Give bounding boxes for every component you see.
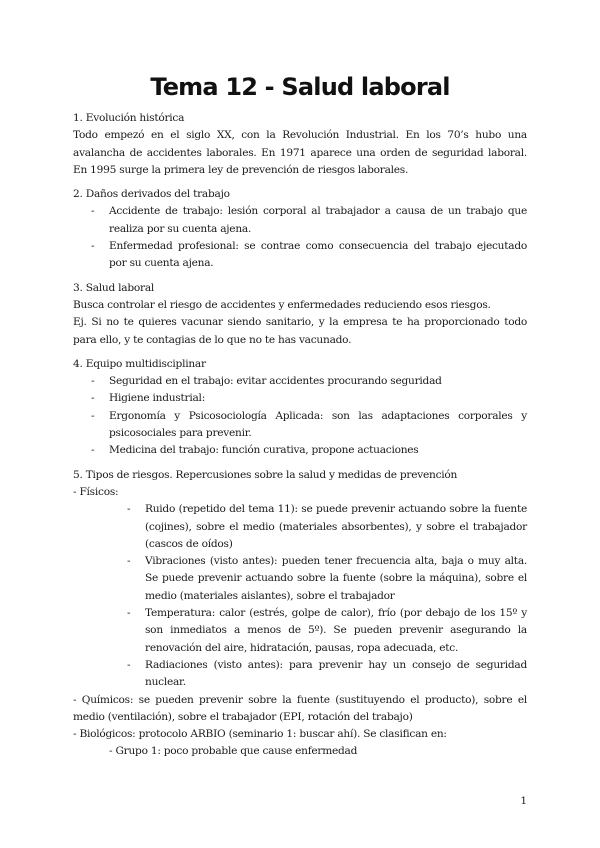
list-item-text: Higiene industrial: bbox=[109, 392, 206, 405]
list-item-text: Medicina del trabajo: función curativa, propone actuaciones bbox=[109, 444, 419, 457]
list-item-text: Accidente de trabajo: lesión corporal al trabajador a causa de un trabajo que realiza por su cuenta ajena. bbox=[109, 205, 527, 235]
list-item-text: Vibraciones (visto antes): pueden tener frecuencia alta, baja o muy alta. Se puede prevenir actuando sobre la fuente (sobre la máquina), sobre el medio (materiales aislantes), sobre el trabajador bbox=[145, 555, 527, 602]
list-item bbox=[73, 238, 527, 273]
list-item bbox=[73, 408, 527, 443]
list-item bbox=[73, 390, 527, 407]
section-3-heading: 3. Salud laboral bbox=[73, 281, 155, 294]
list-item-text: Enfermedad profesional: se contrae como consecuencia del trabajo ejecutado por su cuenta ajena. bbox=[109, 240, 527, 270]
document-body bbox=[73, 110, 527, 761]
list-item bbox=[73, 203, 527, 238]
bullet-dash: - bbox=[127, 658, 131, 671]
section-1-heading: 1. Evolución histórica bbox=[73, 112, 185, 124]
biologicos-text: - Biológicos: protocolo ARBIO (seminario 1: buscar ahí). Se clasifican en: bbox=[73, 728, 447, 741]
page-number: 1 bbox=[520, 795, 527, 807]
section-3-text: Busca controlar el riesgo de accidentes y enfermedades reduciendo esos riesgos. bbox=[73, 298, 491, 311]
section-1-text: Todo empezó en el siglo XX, con la Revolución Industrial. En los 70’s hubo una avalancha de accidentes laborales. En 1971 aparece una orden de seguridad laboral. En 1995 surge la primera ley de prevención de riesgos laborales. bbox=[73, 129, 527, 176]
bullet-dash: - bbox=[127, 555, 131, 568]
list-item bbox=[73, 373, 527, 390]
section-2-heading: 2. Daños derivados del trabajo bbox=[73, 188, 230, 201]
list-item bbox=[73, 605, 527, 657]
list-item bbox=[73, 501, 527, 553]
list-item-text: Temperatura: calor (estrés, golpe de calor), frío (por debajo de los 15º y son inmediatos a menos de 5º). Se pueden prevenir asegurando la renovación del aire, hidratación, pausas, ropa adecuada, etc. bbox=[145, 607, 527, 654]
list-item bbox=[73, 442, 527, 459]
section-3-example: Ej. Si no te quieres vacunar siendo sanitario, y la empresa te ha proporcionado todo para ello, y te contagias de lo que no te has vacunado. bbox=[73, 316, 527, 346]
list-item bbox=[73, 657, 527, 692]
list-item-text: Radiaciones (visto antes): para prevenir hay un consejo de seguridad nuclear. bbox=[145, 658, 527, 689]
list-item bbox=[73, 553, 527, 605]
page-title: Tema 12 - Salud laboral bbox=[150, 73, 450, 101]
bullet-dash: - bbox=[91, 205, 95, 218]
bullet-dash: - bbox=[91, 375, 95, 388]
bullet-dash: - bbox=[91, 240, 95, 253]
section-4-heading: 4. Equipo multidisciplinar bbox=[73, 357, 206, 370]
section-5-heading: 5. Tipos de riesgos. Repercusiones sobre la salud y medidas de prevención bbox=[73, 468, 458, 481]
list-item-text: Ruido (repetido del tema 11): se puede prevenir actuando sobre la fuente (cojines), sobre el medio (materiales absorbentes), y sobre el trabajador (cascos de oídos) bbox=[145, 503, 527, 550]
bullet-dash: - bbox=[91, 392, 95, 405]
bullet-dash: - bbox=[127, 503, 131, 516]
quimicos-text: - Químicos: se pueden prevenir sobre la fuente (sustituyendo el producto), sobre el medio (ventilación), sobre el trabajador (EPI, rotación del trabajo) bbox=[73, 693, 527, 723]
bullet-dash: - bbox=[127, 607, 131, 620]
grupo-1-text: - Grupo 1: poco probable que cause enfermedad bbox=[109, 745, 358, 758]
bullet-dash: - bbox=[91, 409, 95, 422]
list-item-text: Seguridad en el trabajo: evitar accidentes procurando seguridad bbox=[109, 375, 442, 388]
bullet-dash: - bbox=[91, 444, 95, 457]
fisicos-label: - Físicos: bbox=[73, 485, 119, 498]
list-item-text: Ergonomía y Psicosociología Aplicada: son las adaptaciones corporales y psicosociales para prevenir. bbox=[109, 409, 527, 440]
